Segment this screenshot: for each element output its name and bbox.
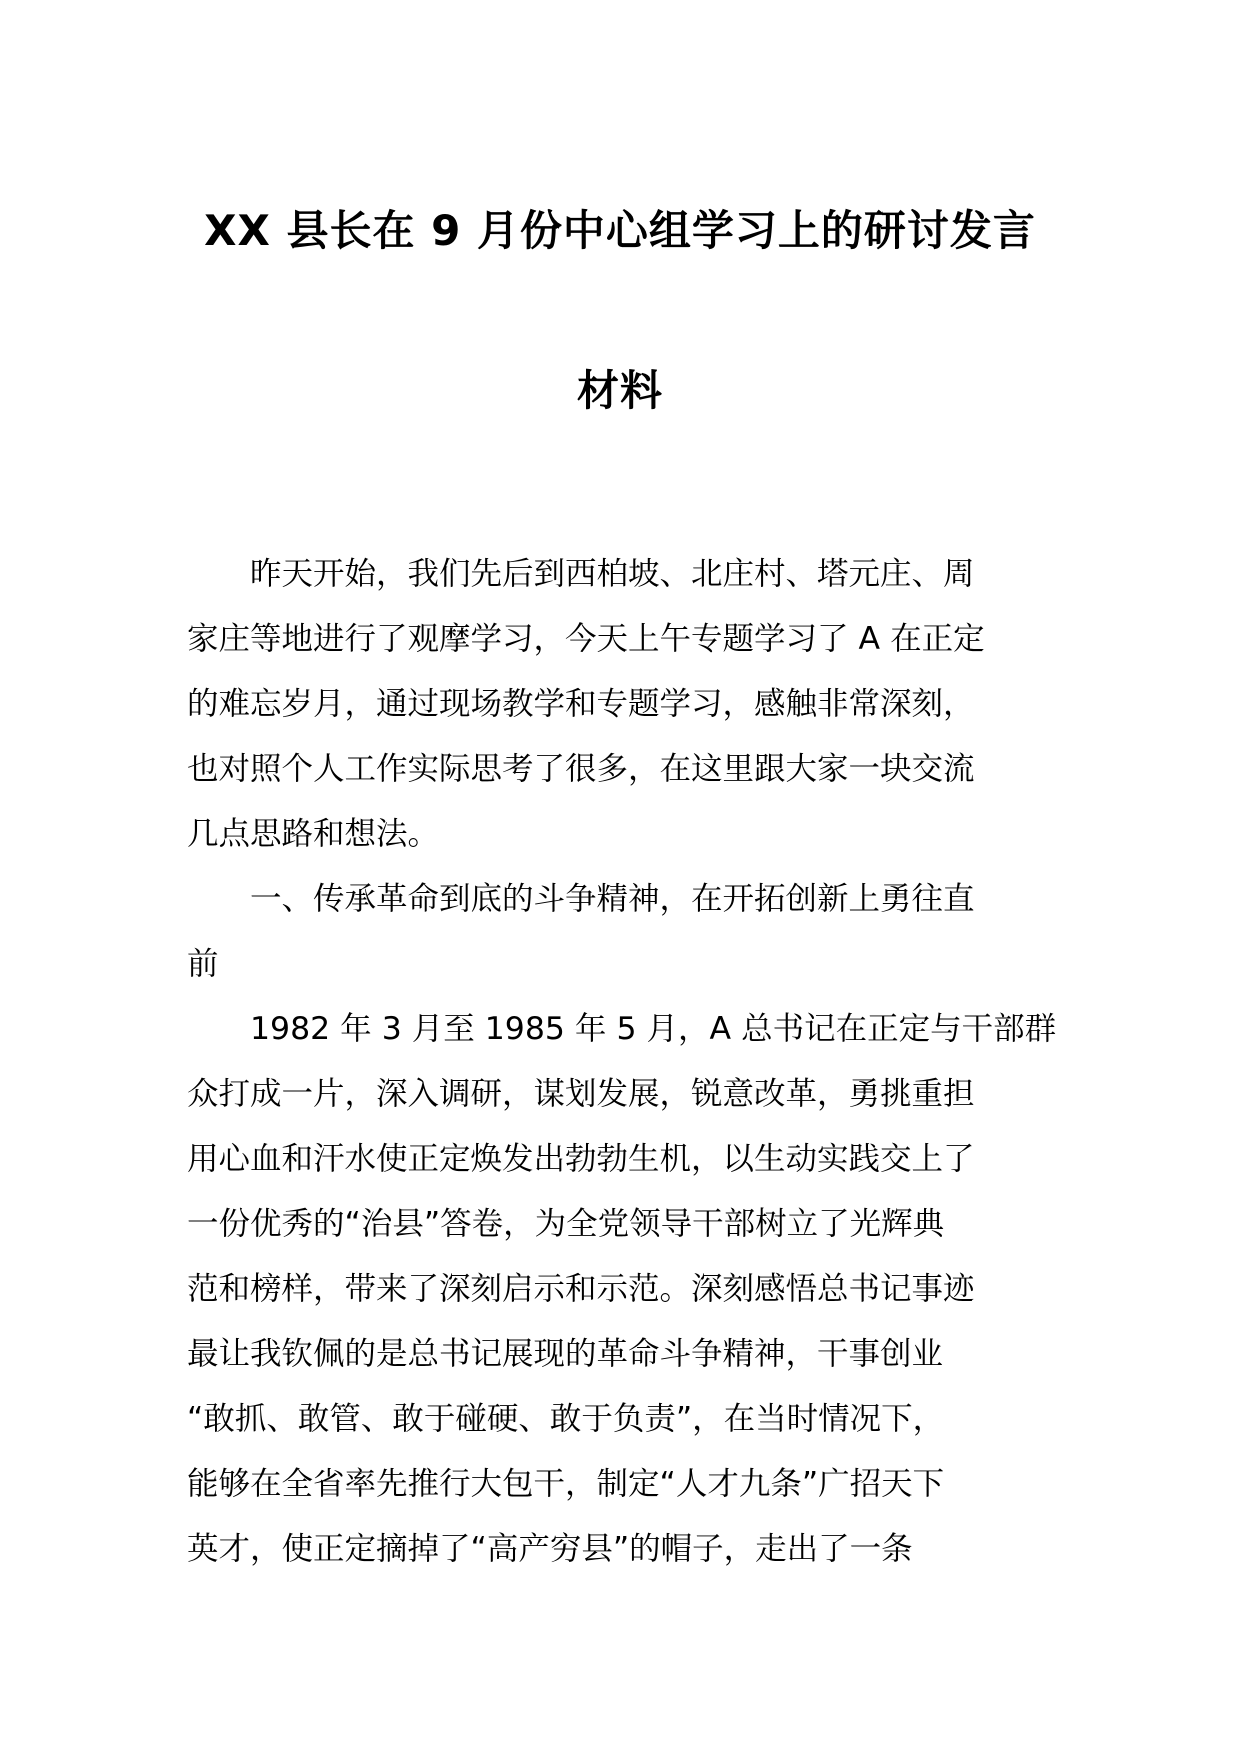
body-line: 英才，使正定摘掉了“高产穷县”的帽子，走出了一条 xyxy=(187,1531,913,1567)
body-line: 1982 年 3 月至 1985 年 5 月，A 总书记在正定与干部群 xyxy=(187,1011,1057,1047)
body-line: 用心血和汗水使正定焕发出勃勃生机，以生动实践交上了 xyxy=(187,1141,975,1177)
body-line: 昨天开始，我们先后到西柏坡、北庄村、塔元庄、周 xyxy=(187,556,975,592)
body-line: 的难忘岁月，通过现场教学和专题学习，感触非常深刻， xyxy=(187,686,975,722)
document-title-line-1: XX 县长在 9 月份中心组学习上的研讨发言 xyxy=(204,206,1036,255)
body-line: “敢抓、敢管、敢于碰硬、敢于负责”，在当时情况下， xyxy=(187,1401,945,1437)
body-line: 也对照个人工作实际思考了很多，在这里跟大家一块交流 xyxy=(187,751,975,787)
document-title-line-2: 材料 xyxy=(576,366,663,415)
body-line: 家庄等地进行了观摩学习，今天上午专题学习了 A 在正定 xyxy=(187,621,985,657)
body-line: 范和榜样，带来了深刻启示和示范。深刻感悟总书记事迹 xyxy=(187,1271,975,1307)
section-heading-line: 前 xyxy=(187,946,219,982)
body-line: 能够在全省率先推行大包干，制定“人才九条”广招天下 xyxy=(187,1466,945,1502)
body-line: 一份优秀的“治县”答卷，为全党领导干部树立了光辉典 xyxy=(187,1206,945,1242)
document-body xyxy=(187,542,1057,1582)
body-line: 最让我钦佩的是总书记展现的革命斗争精神，干事创业 xyxy=(187,1336,944,1372)
body-line: 几点思路和想法。 xyxy=(187,816,440,852)
section-heading-line: 一、传承革命到底的斗争精神，在开拓创新上勇往直 xyxy=(187,881,975,917)
body-line: 众打成一片，深入调研，谋划发展，锐意改革，勇挑重担 xyxy=(187,1076,975,1112)
